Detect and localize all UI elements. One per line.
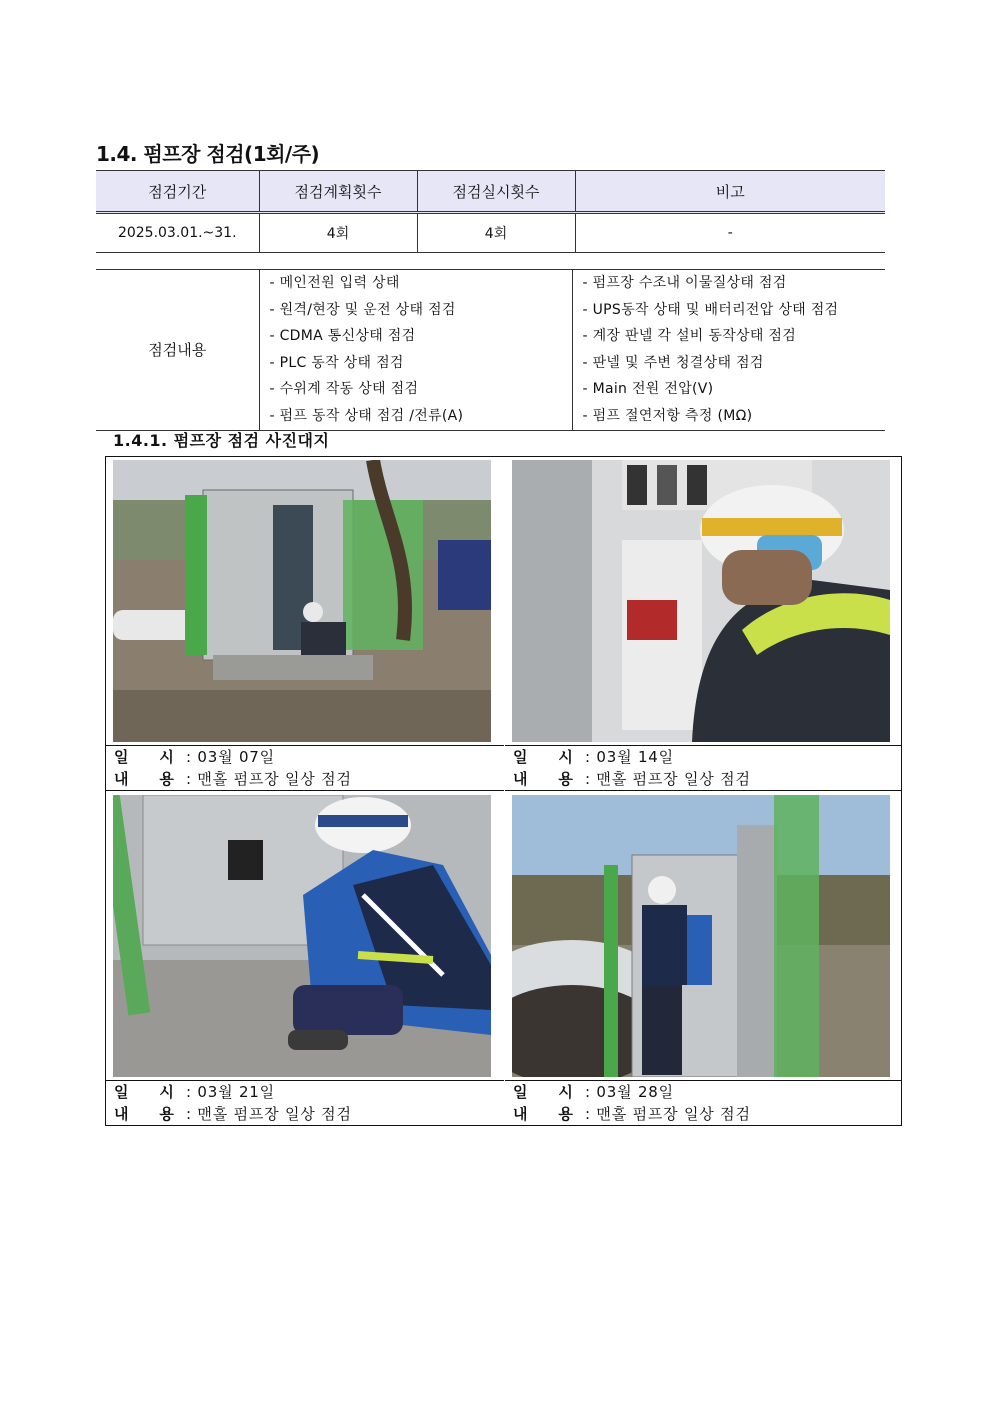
cell-period: 2025.03.01.~31. (96, 213, 259, 253)
inspection-contents-table (96, 269, 885, 431)
list-item: - CDMA 통신상태 점검 (269, 328, 416, 345)
photo-pump-station-3 (113, 795, 491, 1077)
photo-date: : 03월 07일 (186, 748, 275, 766)
photo-date: : 03월 14일 (585, 748, 674, 766)
photo-caption-3: 일 시 : 03월 21일 내 용 : 맨홀 펌프장 일상 점검 (106, 1080, 504, 1126)
list-item: - 계장 판넬 각 설비 동작상태 점검 (582, 328, 797, 345)
section-title: 1.4. 펌프장 점검(1회/주) (96, 142, 320, 166)
header-period: 점검기간 (96, 171, 259, 213)
list-item: - UPS동작 상태 및 배터리전압 상태 점검 (582, 301, 839, 318)
list-item: - 원격/현장 및 운전 상태 점검 (269, 301, 456, 318)
header-planned-count: 점검계획횟수 (259, 171, 417, 213)
table-row (96, 213, 885, 253)
photo-content: : 맨홀 펌프장 일상 점검 (585, 1105, 751, 1123)
cell-planned-count: 4회 (259, 213, 417, 253)
list-item: - 메인전원 입력 상태 (269, 275, 400, 291)
photo-pump-station-1 (113, 460, 491, 742)
photo-date: : 03월 28일 (585, 1083, 674, 1101)
header-remarks: 비고 (575, 171, 885, 213)
photo-grid (105, 456, 902, 1126)
list-item: - Main 전원 전압(V) (582, 381, 714, 398)
contents-right-column (572, 270, 885, 431)
photo-section-title: 1.4.1. 펌프장 점검 사진대지 (113, 431, 330, 450)
photo-pump-station-2 (512, 460, 890, 742)
photo-caption-1: 일 시 : 03월 07일 내 용 : 맨홀 펌프장 일상 점검 (106, 745, 504, 791)
cell-actual-count: 4회 (417, 213, 575, 253)
contents-label: 점검내용 (96, 270, 259, 431)
list-item: - 판넬 및 주변 청결상태 점검 (582, 354, 764, 371)
inspection-summary-table (96, 170, 885, 253)
photo-content: : 맨홀 펌프장 일상 점검 (585, 770, 751, 788)
list-item: - 펌프 절연저항 측정 (MΩ) (582, 407, 753, 424)
list-item: - PLC 동작 상태 점검 (269, 354, 404, 371)
contents-left-column (259, 270, 572, 431)
photo-caption-4: 일 시 : 03월 28일 내 용 : 맨홀 펌프장 일상 점검 (505, 1080, 902, 1126)
list-item: - 펌프 동작 상태 점검 /전류(A) (269, 407, 464, 424)
header-actual-count: 점검실시횟수 (417, 171, 575, 213)
table-header-row (96, 171, 885, 213)
list-item: - 수위계 작동 상태 점검 (269, 381, 419, 398)
cell-remarks: - (575, 213, 885, 253)
photo-caption-2: 일 시 : 03월 14일 내 용 : 맨홀 펌프장 일상 점검 (505, 745, 902, 791)
photo-content: : 맨홀 펌프장 일상 점검 (186, 1105, 352, 1123)
photo-content: : 맨홀 펌프장 일상 점검 (186, 770, 352, 788)
list-item: - 펌프장 수조내 이물질상태 점검 (582, 275, 787, 291)
photo-date: : 03월 21일 (186, 1083, 275, 1101)
photo-pump-station-4 (512, 795, 890, 1077)
